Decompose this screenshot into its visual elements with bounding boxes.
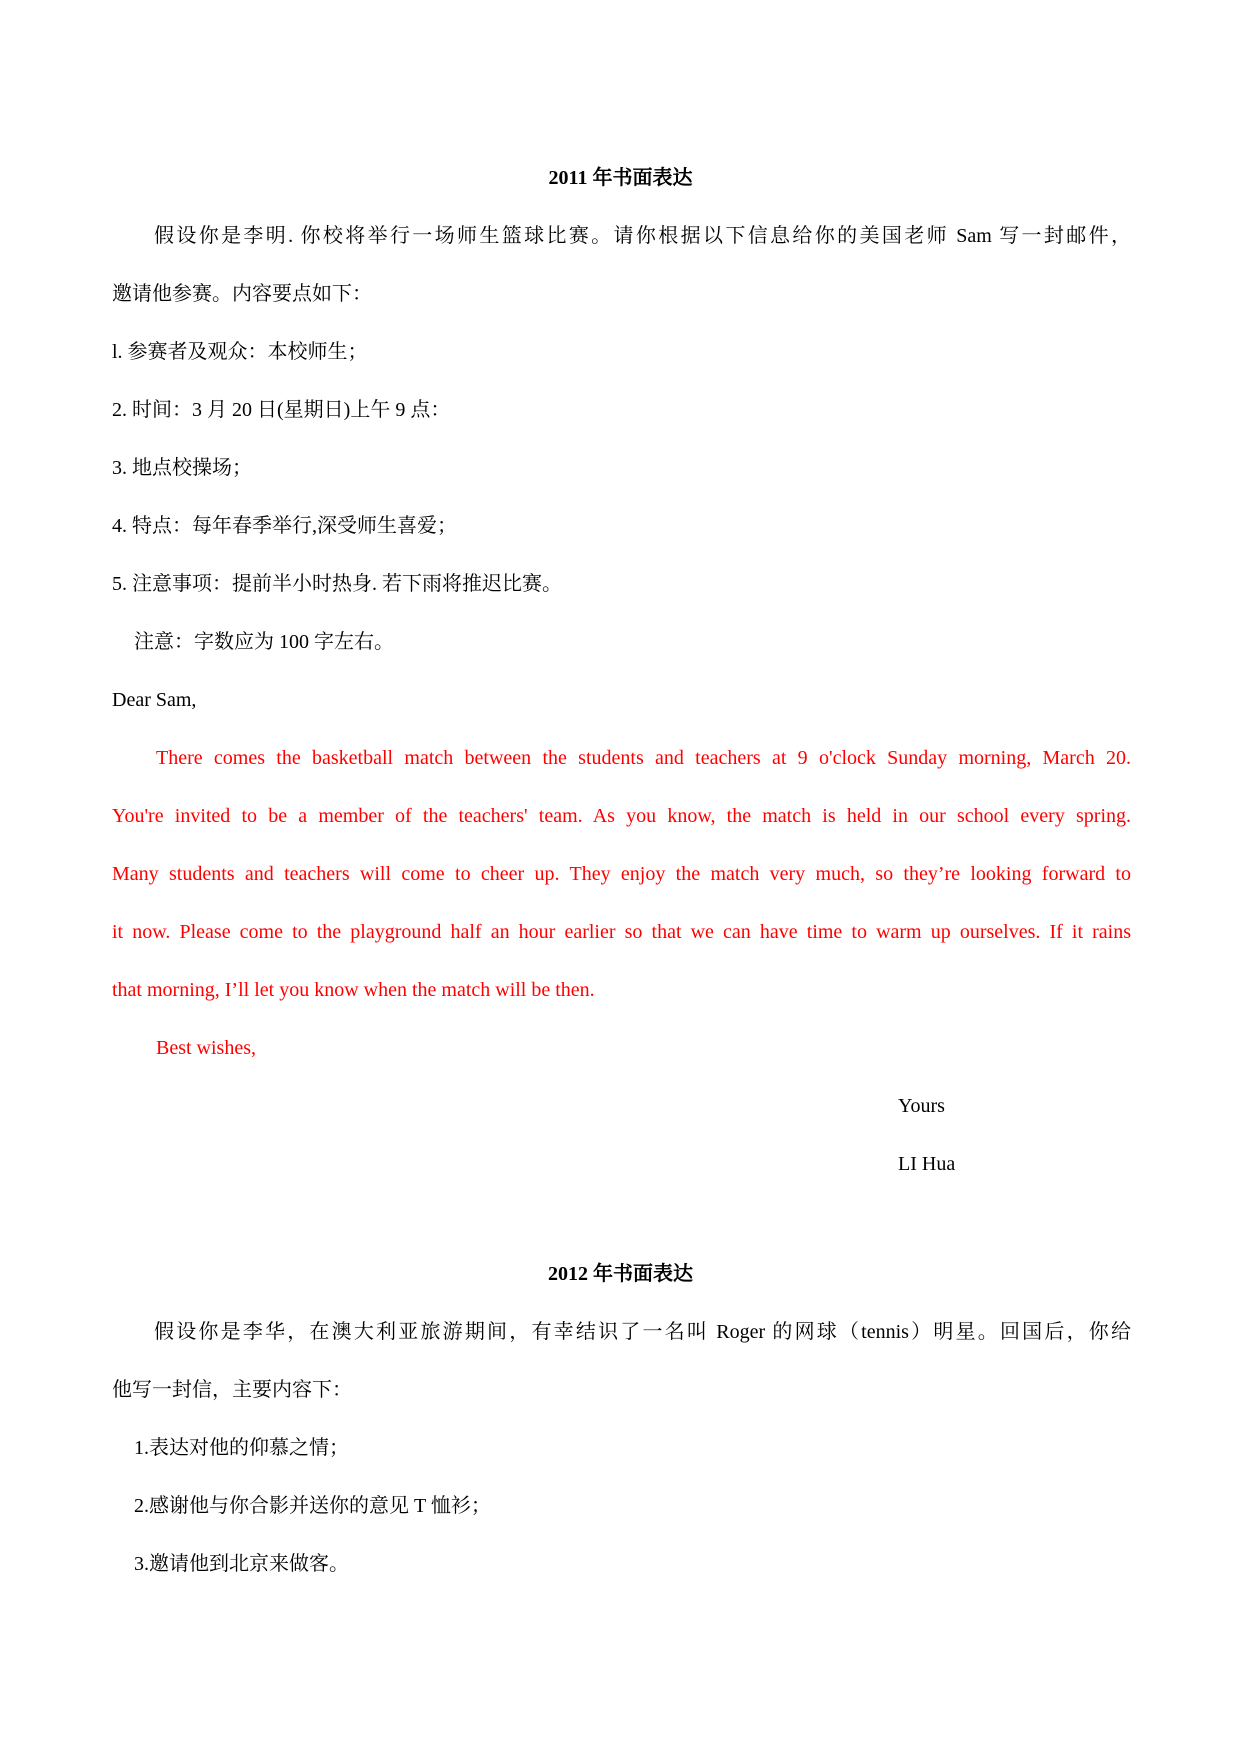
section-2011-point-4: 4. 特点：每年春季举行,深受师生喜爱； <box>112 515 457 537</box>
answer-line-4: it now. Please come to the playground half an hour earlier so that we can have time to warm up ourselves. If it rains <box>112 921 1131 943</box>
section-2011-prompt-line-2: 邀请他参赛。内容要点如下： <box>112 283 372 305</box>
section-2011-point-3: 3. 地点校操场； <box>112 457 252 479</box>
section-2011-prompt-line-1: 假设你是李明. 你校将举行一场师生篮球比赛。请你根据以下信息给你的美国老师 Sam 写一封邮件， <box>154 225 1131 247</box>
section-2012-prompt-line-2: 他写一封信，主要内容下： <box>112 1379 352 1401</box>
answer-line-5: that morning, I’ll let you know when the match will be then. <box>112 979 595 1001</box>
section-2011-title: 2011 年书面表达 <box>548 167 693 189</box>
section-2012-point-2: 2.感谢他与你合影并送你的意见 T 恤衫； <box>134 1495 491 1517</box>
letter-sign-off: Yours <box>898 1095 945 1117</box>
section-2011-point-5: 5. 注意事项：提前半小时热身. 若下雨将推迟比赛。 <box>112 573 562 595</box>
section-2012-point-1: 1.表达对他的仰慕之情； <box>134 1437 349 1459</box>
section-2011-point-2: 2. 时间：3 月 20 日(星期日)上午 9 点： <box>112 399 451 421</box>
letter-closing: Best wishes, <box>156 1037 256 1059</box>
answer-line-1: There comes the basketball match between the students and teachers at 9 o'clock Sunday morning, March 20. <box>156 747 1131 769</box>
letter-signature: LI Hua <box>898 1153 956 1175</box>
section-2011-point-1: l. 参赛者及观众：本校师生； <box>112 341 368 363</box>
answer-line-3: Many students and teachers will come to cheer up. They enjoy the match very much, so they’re looking forward to <box>112 863 1131 885</box>
section-2012-prompt-line-1: 假设你是李华，在澳大利亚旅游期间，有幸结识了一名叫 Roger 的网球（tennis）明星。回国后，你给 <box>154 1321 1131 1343</box>
section-2012-title: 2012 年书面表达 <box>548 1263 693 1285</box>
section-2011-note: 注意：字数应为 100 字左右。 <box>134 631 394 653</box>
section-2012-point-3: 3.邀请他到北京来做客。 <box>134 1553 349 1575</box>
answer-line-2: You're invited to be a member of the teachers' team. As you know, the match is held in our school every spring. <box>112 805 1131 827</box>
letter-salutation: Dear Sam, <box>112 689 197 711</box>
